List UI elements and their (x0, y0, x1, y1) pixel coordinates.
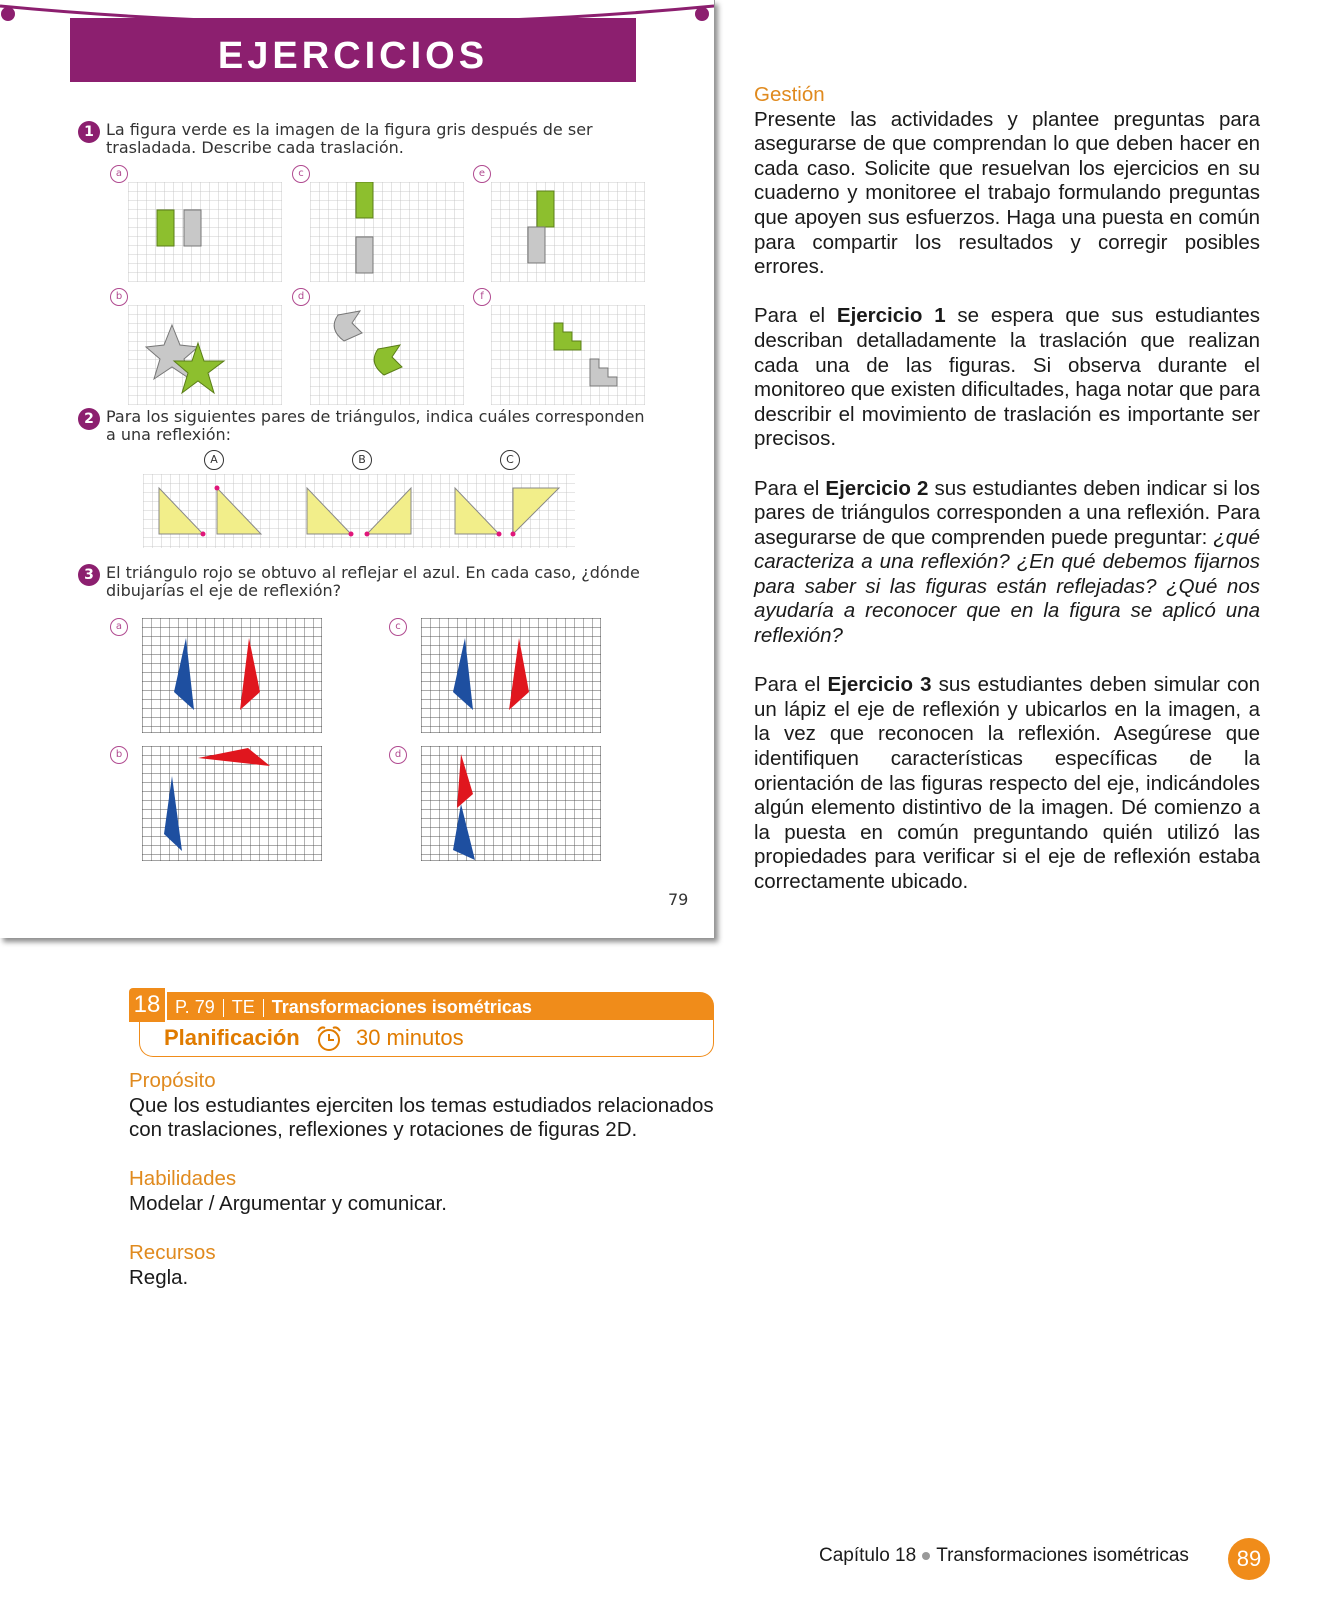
question-number: 2 (78, 408, 100, 430)
grid-q2 (143, 474, 575, 548)
option-label: A (204, 450, 224, 470)
option-label: b (110, 746, 128, 764)
question-text: Para los siguientes pares de triángulos, indica cuáles corresponden a una reflexión: (106, 407, 645, 444)
grid-q1-d (310, 305, 464, 405)
gestion-heading: Gestión (754, 83, 825, 106)
option-label: b (110, 288, 128, 306)
question-text: La figura verde es la imagen de la figura gris después de ser trasladada. Describe cada traslación. (106, 120, 593, 157)
option-label: C (500, 450, 520, 470)
option-label: d (389, 746, 407, 764)
grid-q3-d (421, 746, 601, 861)
planificacion-box (129, 988, 714, 1057)
exercises-banner: EJERCICIOS (70, 18, 636, 82)
gestion-paragraph-2: Para el Ejercicio 1 se espera que sus estudiantes describan detalladamente la traslación que realizan cada una de las figuras. Si observa durante el monitoreo que existen dificultades, haga notar que para describir el movimiento de traslación es importante ser precisos. (754, 304, 1261, 451)
alarm-clock-icon (314, 1025, 344, 1053)
question-3 (78, 564, 646, 600)
page-footer (819, 1536, 1189, 1576)
option-label: c (389, 618, 407, 636)
grid-q1-f (491, 305, 645, 405)
planificacion-time: 30 minutos (355, 1025, 464, 1050)
footer-chapter: Capítulo 18 (819, 1545, 917, 1566)
option-label: c (292, 165, 310, 183)
lesson-number: 18 (129, 988, 165, 1022)
lesson-header-bar (167, 992, 714, 1020)
option-label: B (352, 450, 372, 470)
grid-q1-a (128, 182, 282, 282)
gestion-paragraph-3: Para el Ejercicio 2 sus estudiantes deben indicar si los pares de triángulos corresponden a una reflexión. Para asegurarse de que comprenden puede preguntar: ¿qué caracteriza a una reflexión? ¿En qué debemos fijarnos para saber si las figuras están reflejadas? ¿Qué nos ayudaría a reconocer que en la figura se aplicó una reflexión? (754, 476, 1260, 648)
planificacion-title: Planificación (164, 1025, 300, 1050)
question-number: 3 (78, 564, 100, 586)
proposito-heading: Propósito (129, 1069, 216, 1092)
lesson-te: TE (231, 997, 255, 1017)
option-label: a (110, 165, 128, 183)
grid-q3-b (142, 746, 322, 861)
option-label: d (292, 288, 310, 306)
book-page-number: 79 (668, 890, 689, 909)
grid-q3-a (142, 618, 322, 733)
gestion-paragraph-1: Presente las actividades y plantee preguntas para asegurarse de que comprendan lo que deben hacer en cada caso. Solicite que resuelvan los ejercicios en su cuaderno y monitoree el trabajo formulando preguntas que apoyen sus esfuerzos. Haga una puesta en común para compartir los resultados y corregir posibles errores. (754, 107, 1260, 279)
page-number-badge: 89 (1228, 1538, 1270, 1580)
question-2 (78, 408, 646, 444)
proposito-text: Que los estudiantes ejerciten los temas estudiados relacionados con traslaciones, reflexiones y rotaciones de figuras 2D. (129, 1093, 714, 1142)
lesson-page: P. 79 (175, 997, 215, 1017)
grid-q1-e (491, 182, 645, 282)
grid-q1-b (128, 305, 282, 405)
question-text: El triángulo rojo se obtuvo al reflejar el azul. En cada caso, ¿dónde dibujarías el eje de reflexión? (106, 563, 640, 600)
option-label: a (110, 618, 128, 636)
grid-q3-c (421, 618, 601, 733)
option-label: f (473, 288, 491, 306)
gestion-section (754, 83, 1260, 919)
question-number: 1 (78, 121, 100, 143)
habilidades-heading: Habilidades (129, 1167, 237, 1191)
option-label: e (473, 165, 491, 183)
lesson-topic: Transformaciones isométricas (271, 997, 532, 1017)
planificacion-row (139, 1020, 714, 1057)
question-1 (78, 121, 646, 157)
recursos-text: Regla. (129, 1265, 189, 1289)
student-book-page (0, 0, 715, 938)
lesson-details (129, 1069, 714, 1315)
habilidades-text: Modelar / Argumentar y comunicar. (129, 1191, 447, 1215)
bullet-dot-icon (922, 1552, 930, 1560)
grid-q1-c (310, 182, 464, 282)
gestion-paragraph-4: Para el Ejercicio 3 sus estudiantes deben simular con un lápiz el eje de reflexión y ubicarlos en la imagen, a la vez que reconocen la reflexión. Asegúrese que identifiquen características específicas de la orientación de las figuras respecto del eje, indicándoles algún elemento distintivo de la imagen. Dé comienzo a la puesta en común preguntando quién utilizó las propiedades para verificar si el eje de reflexión estaba correctamente ubicado. (754, 673, 1261, 893)
footer-title: Transformaciones isométricas (936, 1545, 1189, 1566)
recursos-heading: Recursos (129, 1241, 216, 1265)
